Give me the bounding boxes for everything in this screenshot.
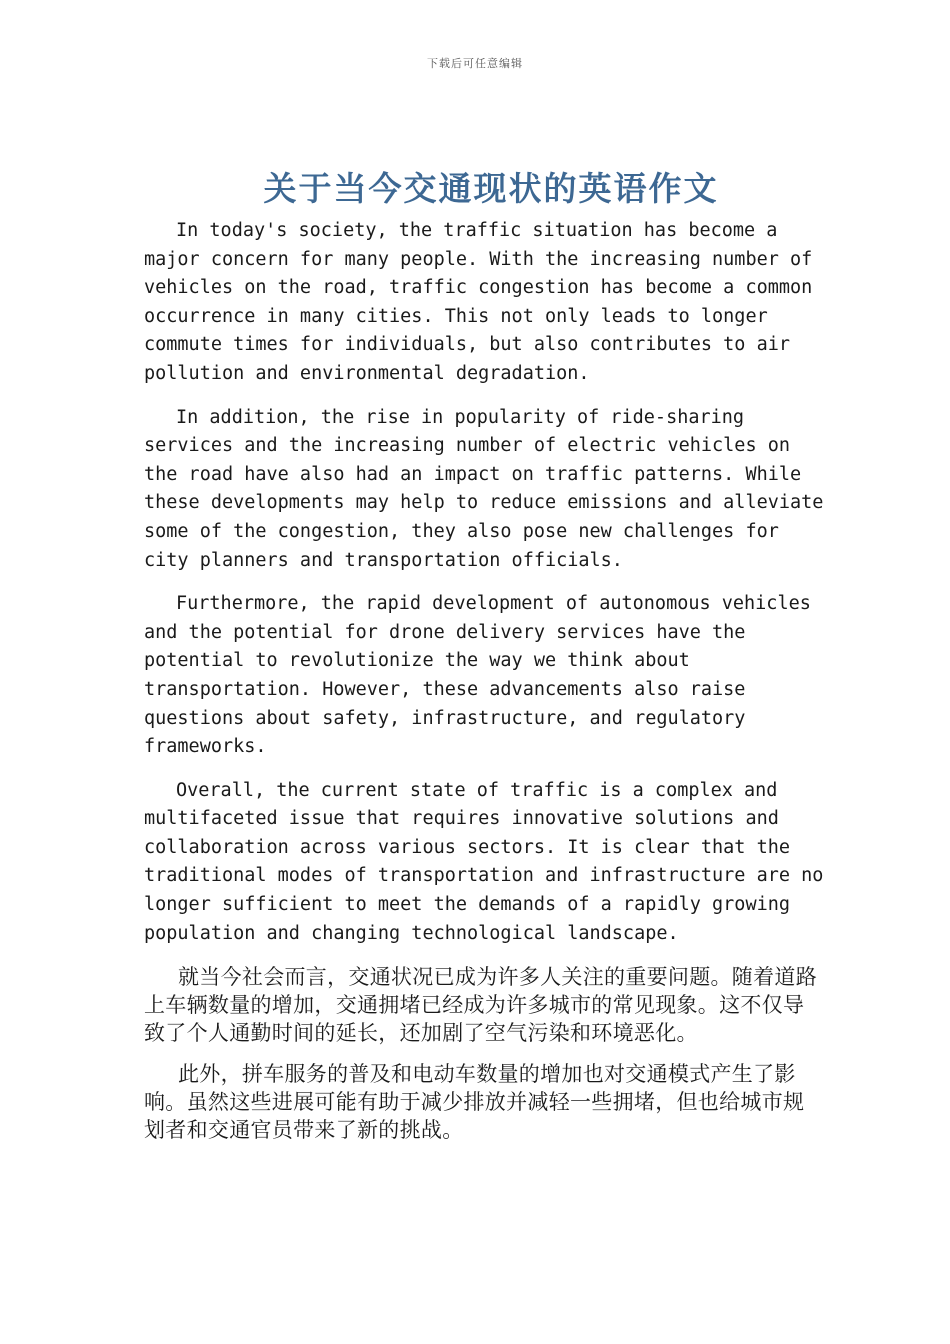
paragraph-en-2: In addition, the rise in popularity of ride-sharing services and the increasing number of electric vehicles on the road have also had an impact on traffic patterns. While these developments may help to reduce emissions and alleviate some of the congestion, they also pose new challenges for city planners and transportation officials.	[144, 406, 824, 571]
paragraph-zh-2: 此外，拼车服务的普及和电动车数量的增加也对交通模式产生了影响。虽然这些进展可能有助于减少排放并减轻一些拥堵，但也给城市规划者和交通官员带来了新的挑战。	[144, 1062, 805, 1143]
header-note: 下载后可任意编辑	[427, 57, 523, 70]
document-title: 关于当今交通现状的英语作文	[263, 169, 719, 208]
paragraph-zh-1: 就当今社会而言，交通状况已成为许多人关注的重要问题。随着道路上车辆数量的增加，交通拥堵已经成为许多城市的常见现象。这不仅导致了个人通勤时间的延长，还加剧了空气污染和环境恶化。	[144, 965, 817, 1046]
paragraph-en-3: Furthermore, the rapid development of autonomous vehicles and the potential for drone delivery services have the potential to revolutionize the way we think about transportation. However, these advancements also raise questions about safety, infrastructure, and regulatory frameworks.	[144, 593, 811, 758]
paragraph-en-4: Overall, the current state of traffic is a complex and multifaceted issue that requires innovative solutions and collaboration across various sectors. It is clear that the traditional modes of transportation and infrastructure are no longer sufficient to meet the demands of a rapidly growing population and changing technological landscape.	[144, 779, 824, 944]
paragraph-en-1: In today's society, the traffic situation has become a major concern for many people. With the increasing number of vehicles on the road, traffic congestion has become a common occurrence in many cities. This not only leads to longer commute times for individuals, but also contributes to air pollution and environmental degradation.	[144, 220, 813, 384]
document-body	[144, 217, 824, 1157]
